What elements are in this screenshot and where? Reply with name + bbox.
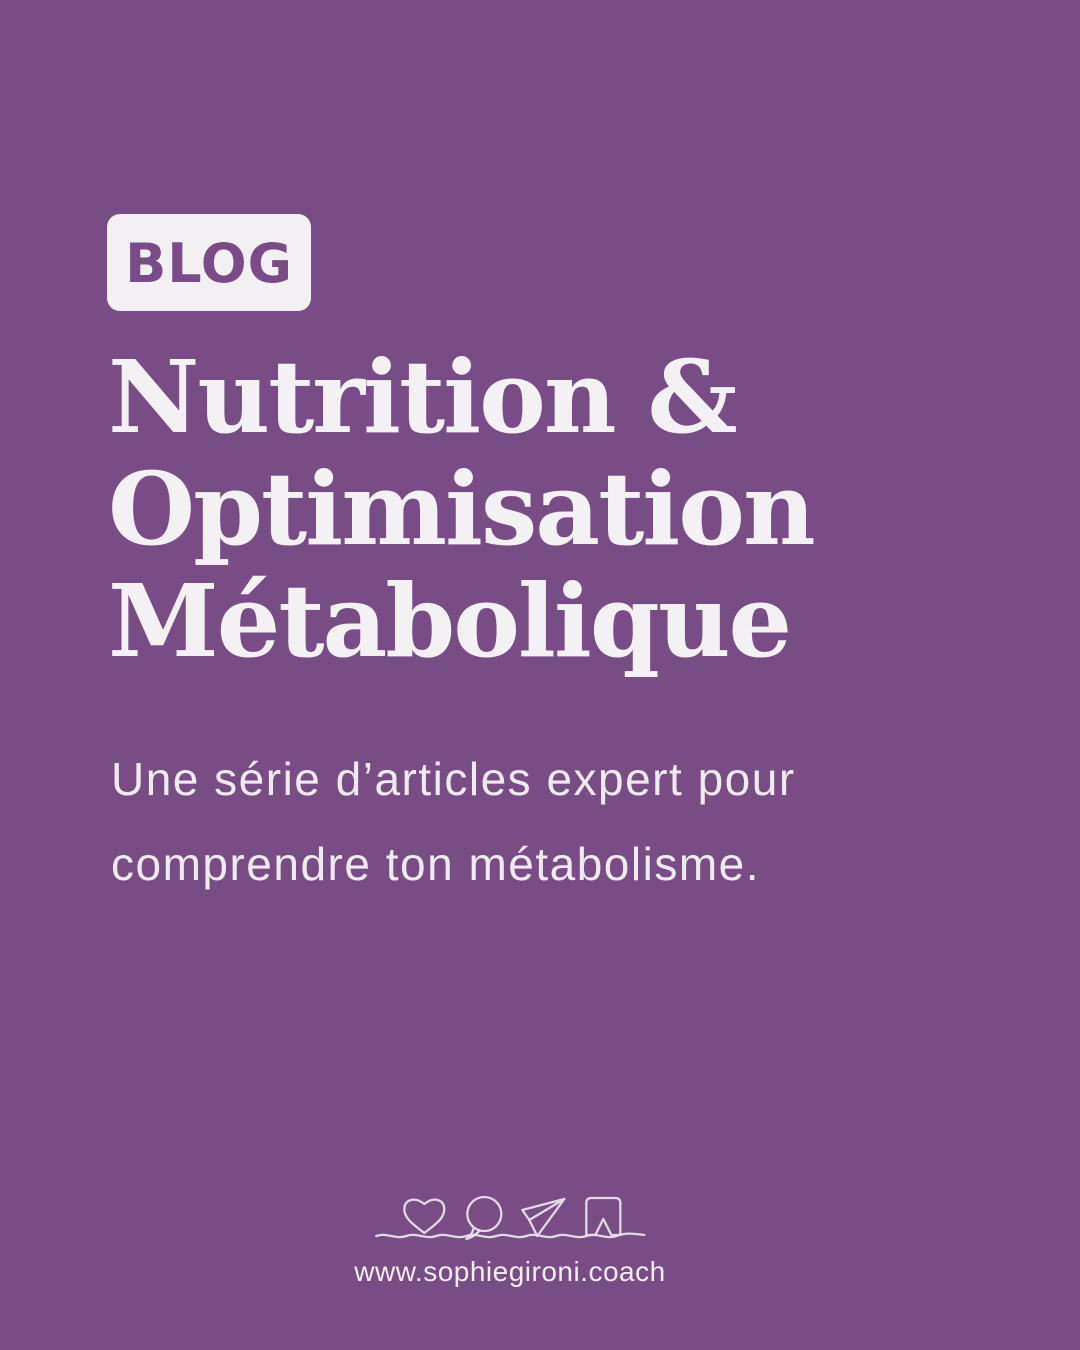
website-url: www.sophiegironi.coach — [354, 1256, 666, 1287]
share-icon — [522, 1199, 564, 1236]
social-icons-lineart — [374, 1186, 646, 1248]
bookmark-icon — [586, 1198, 620, 1235]
title-line-3: Métabolique — [108, 562, 791, 680]
subtitle-line-2: comprendre ton métabolisme. — [111, 838, 761, 890]
wavy-line — [376, 1234, 644, 1238]
comment-icon — [466, 1197, 501, 1239]
post-title — [108, 338, 814, 680]
title-line-1: Nutrition & — [108, 338, 736, 456]
footer — [354, 1186, 665, 1289]
blog-badge-label: BLOG — [125, 231, 293, 295]
post-subtitle — [111, 737, 796, 907]
subtitle-line-1: Une série d’articles expert pour — [111, 753, 796, 805]
blog-badge — [107, 214, 311, 311]
title-line-2: Optimisation — [108, 450, 814, 568]
heart-icon — [404, 1200, 444, 1233]
